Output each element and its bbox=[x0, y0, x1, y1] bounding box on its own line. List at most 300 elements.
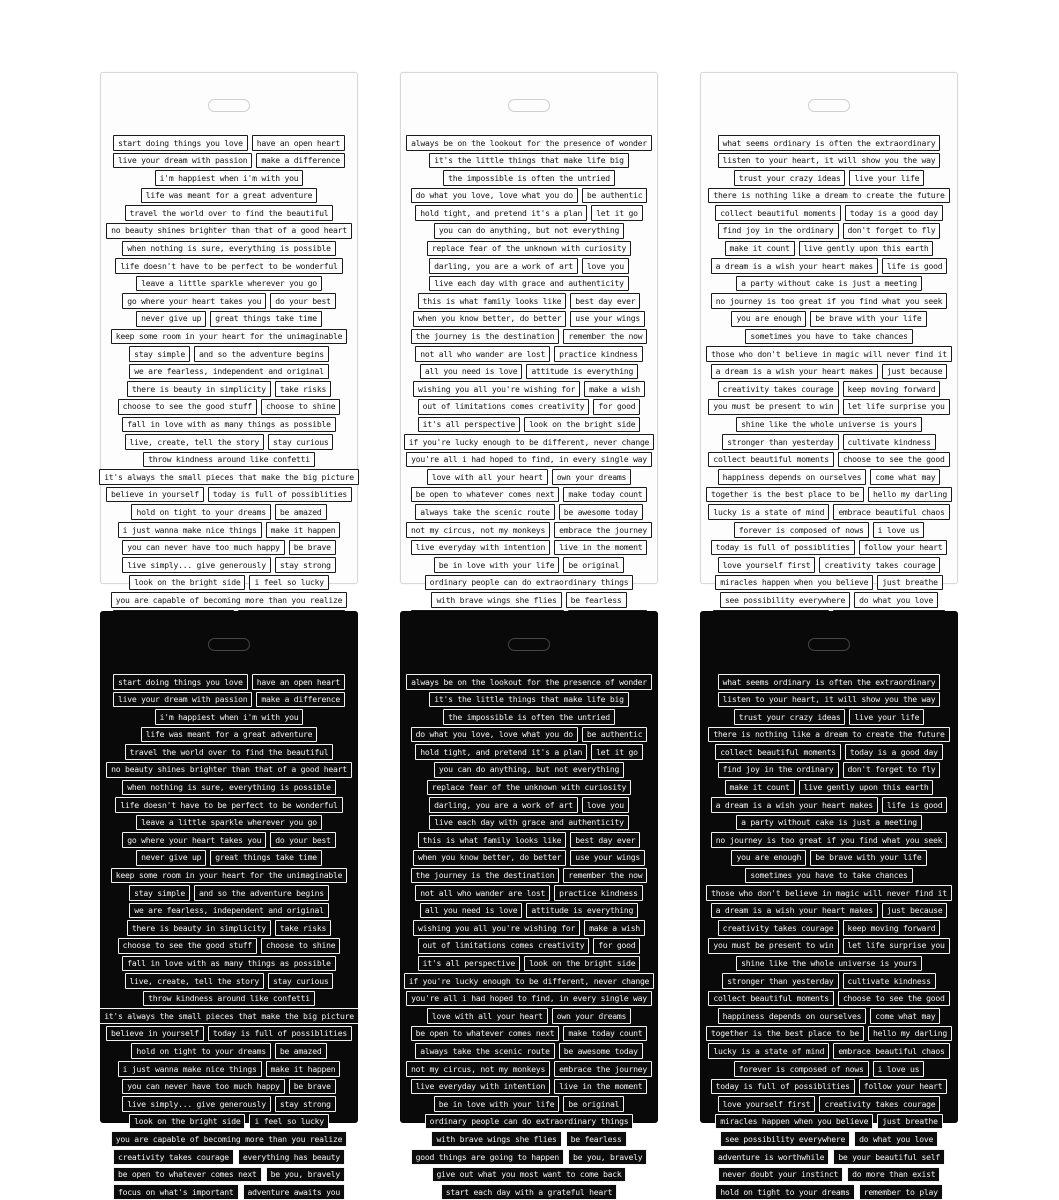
word-sticker[interactable]: a party without cake is just a meeting bbox=[736, 815, 922, 831]
word-sticker[interactable]: attitude is everything bbox=[526, 903, 638, 919]
word-sticker[interactable]: hold tight, and pretend it's a plan bbox=[415, 744, 587, 760]
word-sticker[interactable]: don't forget to fly bbox=[843, 223, 941, 239]
word-sticker[interactable]: life was meant for a great adventure bbox=[141, 188, 317, 204]
word-sticker[interactable]: darling, you are a work of art bbox=[429, 258, 578, 274]
word-sticker[interactable]: not all who wander are lost bbox=[415, 885, 550, 901]
word-sticker[interactable]: and so the adventure begins bbox=[194, 885, 329, 901]
word-sticker[interactable]: follow your heart bbox=[859, 1079, 948, 1095]
word-sticker[interactable]: leave a little sparkle wherever you go bbox=[136, 815, 322, 831]
word-sticker[interactable]: when you know better, do better bbox=[413, 311, 566, 327]
word-sticker[interactable]: a dream is a wish your heart makes bbox=[711, 797, 878, 813]
word-sticker[interactable]: stay curious bbox=[268, 434, 333, 450]
word-sticker[interactable]: be brave bbox=[289, 1079, 336, 1095]
word-sticker[interactable]: be original bbox=[563, 1096, 624, 1112]
word-sticker[interactable]: great things take time bbox=[210, 311, 322, 327]
word-sticker[interactable]: look on the bright side bbox=[524, 417, 640, 433]
word-sticker[interactable]: be awesome today bbox=[559, 1043, 643, 1059]
word-sticker[interactable]: choose to see the good stuff bbox=[118, 399, 257, 415]
word-sticker[interactable]: find joy in the ordinary bbox=[718, 223, 839, 239]
word-sticker[interactable]: let it go bbox=[591, 744, 643, 760]
word-sticker[interactable]: with brave wings she flies bbox=[431, 1131, 561, 1147]
word-sticker[interactable]: choose to see the good bbox=[838, 991, 950, 1007]
word-sticker[interactable]: we are fearless, independent and original bbox=[129, 903, 329, 919]
word-sticker[interactable]: hold tight, and pretend it's a plan bbox=[415, 205, 587, 221]
word-sticker[interactable]: focus on what's important bbox=[113, 1184, 239, 1200]
word-sticker[interactable]: i'm happiest when i'm with you bbox=[155, 170, 304, 186]
word-sticker[interactable]: you must be present to win bbox=[708, 938, 838, 954]
word-sticker[interactable]: use your wings bbox=[570, 311, 645, 327]
word-sticker[interactable]: just because bbox=[882, 903, 947, 919]
word-sticker[interactable]: the journey is the destination bbox=[411, 868, 560, 884]
word-sticker[interactable]: live everyday with intention bbox=[411, 540, 550, 556]
word-sticker[interactable]: travel the world over to find the beautiful bbox=[125, 744, 334, 760]
word-sticker[interactable]: lucky is a state of mind bbox=[708, 504, 829, 520]
word-sticker[interactable]: don't forget to fly bbox=[843, 762, 941, 778]
word-sticker[interactable]: make a difference bbox=[256, 692, 345, 708]
word-sticker[interactable]: be fearless bbox=[566, 1131, 627, 1147]
word-sticker[interactable]: throw kindness around like confetti bbox=[143, 452, 315, 468]
word-sticker[interactable]: embrace beautiful chaos bbox=[833, 1043, 949, 1059]
word-sticker[interactable]: this is what family looks like bbox=[418, 293, 567, 309]
word-sticker[interactable]: remember to play bbox=[859, 1184, 943, 1200]
word-sticker[interactable]: be open to whatever comes next bbox=[113, 1167, 262, 1183]
word-sticker[interactable]: make it happen bbox=[266, 1061, 341, 1077]
word-sticker[interactable]: it's the little things that make life big bbox=[429, 692, 629, 708]
word-sticker[interactable]: you can never have too much happy bbox=[122, 540, 285, 556]
word-sticker[interactable]: together is the best place to be bbox=[706, 487, 864, 503]
word-sticker[interactable]: do more than exist bbox=[847, 1167, 940, 1183]
word-sticker[interactable]: go where your heart takes you bbox=[122, 293, 266, 309]
sticker-row bbox=[701, 1131, 957, 1147]
word-sticker[interactable]: never doubt your instinct bbox=[718, 1167, 844, 1183]
word-sticker[interactable]: stay strong bbox=[275, 557, 336, 573]
word-sticker[interactable]: be fearless bbox=[566, 592, 627, 608]
word-sticker[interactable]: travel the world over to find the beautiful bbox=[125, 205, 334, 221]
word-sticker[interactable]: come what may bbox=[870, 1008, 940, 1024]
word-sticker[interactable]: be authentic bbox=[582, 188, 647, 204]
word-sticker[interactable]: you are enough bbox=[731, 850, 806, 866]
word-sticker[interactable]: all you need is love bbox=[420, 903, 522, 919]
word-sticker[interactable]: i feel so lucky bbox=[249, 1114, 328, 1130]
word-sticker[interactable]: you can never have too much happy bbox=[122, 1079, 285, 1095]
word-sticker[interactable]: collect beautiful moments bbox=[715, 205, 841, 221]
word-sticker[interactable]: start doing things you love bbox=[113, 135, 248, 151]
sticker-row bbox=[101, 1167, 357, 1183]
word-sticker[interactable]: never give up bbox=[136, 311, 206, 327]
word-sticker[interactable]: life was meant for a great adventure bbox=[141, 727, 317, 743]
word-sticker[interactable]: be brave with your life bbox=[810, 850, 926, 866]
word-sticker[interactable]: keep some room in your heart for the unimaginable bbox=[111, 868, 348, 884]
word-sticker[interactable]: throw kindness around like confetti bbox=[143, 991, 315, 1007]
sticker-row bbox=[401, 504, 657, 520]
word-sticker[interactable]: live your life bbox=[849, 709, 924, 725]
word-sticker[interactable]: ordinary people can do extraordinary things bbox=[425, 1114, 634, 1130]
word-sticker[interactable]: not my circus, not my monkeys bbox=[406, 1061, 550, 1077]
word-sticker[interactable]: wishing you all you're wishing for bbox=[413, 381, 580, 397]
word-sticker[interactable]: live each day with grace and authenticity bbox=[429, 276, 629, 292]
word-sticker[interactable]: a dream is a wish your heart makes bbox=[711, 364, 878, 380]
word-sticker[interactable]: hold on tight to your dreams bbox=[131, 1043, 270, 1059]
word-sticker[interactable]: believe in yourself bbox=[106, 487, 204, 503]
word-sticker[interactable]: you're all i had hoped to find, in every single way bbox=[406, 991, 652, 1007]
word-sticker[interactable]: always be on the lookout for the presence of wonder bbox=[406, 135, 652, 151]
word-sticker[interactable]: sometimes you have to take chances bbox=[745, 329, 912, 345]
word-sticker[interactable]: be in love with your life bbox=[434, 557, 560, 573]
word-sticker[interactable]: live simply... give generously bbox=[122, 1096, 271, 1112]
word-sticker[interactable]: choose to shine bbox=[261, 399, 340, 415]
word-sticker[interactable]: remember the now bbox=[563, 868, 647, 884]
word-sticker[interactable]: be your beautiful self bbox=[833, 1149, 945, 1165]
word-sticker[interactable]: creativity takes courage bbox=[819, 557, 940, 573]
word-sticker[interactable]: live, create, tell the story bbox=[125, 434, 264, 450]
word-sticker[interactable]: see possibility everywhere bbox=[720, 1131, 850, 1147]
word-sticker[interactable]: make a wish bbox=[584, 381, 645, 397]
word-sticker[interactable]: look on the bright side bbox=[129, 575, 245, 591]
word-sticker[interactable]: wishing you all you're wishing for bbox=[413, 920, 580, 936]
word-sticker[interactable]: i love us bbox=[873, 522, 925, 538]
word-sticker[interactable]: replace fear of the unknown with curiosity bbox=[427, 780, 631, 796]
word-sticker[interactable]: great things take time bbox=[210, 850, 322, 866]
word-sticker[interactable]: a dream is a wish your heart makes bbox=[711, 903, 878, 919]
word-sticker[interactable]: choose to shine bbox=[261, 938, 340, 954]
word-sticker[interactable]: take risks bbox=[275, 920, 331, 936]
word-sticker[interactable]: let it go bbox=[591, 205, 643, 221]
sticker-row bbox=[101, 727, 357, 743]
word-sticker[interactable]: not all who wander are lost bbox=[415, 346, 550, 362]
word-sticker[interactable]: hold on tight to your dreams bbox=[131, 504, 270, 520]
word-sticker[interactable]: make a wish bbox=[584, 920, 645, 936]
word-sticker[interactable]: what seems ordinary is often the extraordinary bbox=[718, 674, 941, 690]
word-sticker[interactable]: a party without cake is just a meeting bbox=[736, 276, 922, 292]
word-sticker[interactable]: live your life bbox=[849, 170, 924, 186]
word-sticker[interactable]: stay curious bbox=[268, 973, 333, 989]
word-sticker[interactable]: life doesn't have to be perfect to be wonderful bbox=[115, 797, 342, 813]
word-sticker[interactable]: take risks bbox=[275, 381, 331, 397]
word-sticker[interactable]: you are capable of becoming more than you realize bbox=[111, 592, 348, 608]
word-sticker[interactable]: cultivate kindness bbox=[843, 434, 936, 450]
word-sticker[interactable]: go where your heart takes you bbox=[122, 832, 266, 848]
word-sticker[interactable]: have an open heart bbox=[252, 135, 345, 151]
word-sticker[interactable]: choose to see the good bbox=[838, 452, 950, 468]
word-sticker[interactable]: a dream is a wish your heart makes bbox=[711, 258, 878, 274]
word-sticker[interactable]: miracles happen when you believe bbox=[715, 575, 873, 591]
word-sticker[interactable]: just breathe bbox=[877, 1114, 942, 1130]
word-sticker[interactable]: best day ever bbox=[570, 832, 640, 848]
word-sticker[interactable]: embrace beautiful chaos bbox=[833, 504, 949, 520]
word-sticker[interactable]: you can do anything, but not everything bbox=[434, 762, 624, 778]
sticker-row bbox=[101, 956, 357, 972]
word-sticker[interactable]: have an open heart bbox=[252, 674, 345, 690]
word-sticker[interactable]: forever is composed of nows bbox=[734, 1061, 869, 1077]
word-sticker[interactable]: when nothing is sure, everything is possible bbox=[122, 241, 335, 257]
word-sticker[interactable]: for good bbox=[593, 399, 640, 415]
word-sticker[interactable]: do what you love bbox=[854, 592, 938, 608]
word-sticker[interactable]: listen to your heart, it will show you the way bbox=[718, 692, 941, 708]
word-sticker[interactable]: i feel so lucky bbox=[249, 575, 328, 591]
word-sticker[interactable]: live, create, tell the story bbox=[125, 973, 264, 989]
word-sticker[interactable]: just breathe bbox=[877, 575, 942, 591]
word-sticker[interactable]: adventure awaits you bbox=[243, 1184, 345, 1200]
word-sticker[interactable]: fall in love with as many things as possible bbox=[122, 417, 335, 433]
word-sticker[interactable]: shine like the whole universe is yours bbox=[736, 956, 922, 972]
word-sticker[interactable]: together is the best place to be bbox=[706, 1026, 864, 1042]
word-sticker[interactable]: out of limitations comes creativity bbox=[418, 399, 590, 415]
word-sticker[interactable]: make today count bbox=[563, 487, 647, 503]
word-sticker[interactable]: creativity takes courage bbox=[718, 381, 839, 397]
word-sticker[interactable]: practice kindness bbox=[554, 885, 643, 901]
word-sticker[interactable]: the journey is the destination bbox=[411, 329, 560, 345]
word-sticker[interactable]: forever is composed of nows bbox=[734, 522, 869, 538]
word-sticker[interactable]: make it count bbox=[725, 241, 795, 257]
word-sticker[interactable]: replace fear of the unknown with curiosity bbox=[427, 241, 631, 257]
word-sticker[interactable]: if you're lucky enough to be different, never change bbox=[404, 973, 654, 989]
word-sticker[interactable]: live in the moment bbox=[554, 540, 647, 556]
word-sticker[interactable]: keep moving forward bbox=[843, 920, 941, 936]
word-sticker[interactable]: love you bbox=[582, 258, 629, 274]
word-sticker[interactable]: stronger than yesterday bbox=[722, 973, 838, 989]
word-sticker[interactable]: no journey is too great if you find what you seek bbox=[711, 832, 948, 848]
word-sticker[interactable]: you can do anything, but not everything bbox=[434, 223, 624, 239]
word-sticker[interactable]: life is good bbox=[882, 797, 947, 813]
word-sticker[interactable]: miracles happen when you believe bbox=[715, 1114, 873, 1130]
word-sticker[interactable]: adventure is worthwhile bbox=[713, 1149, 829, 1165]
word-sticker[interactable]: today is full of possiblities bbox=[711, 1079, 855, 1095]
word-sticker[interactable]: practice kindness bbox=[554, 346, 643, 362]
word-sticker[interactable]: live in the moment bbox=[554, 1079, 647, 1095]
word-sticker[interactable]: ordinary people can do extraordinary things bbox=[425, 575, 634, 591]
word-sticker[interactable]: do what you love, love what you do bbox=[411, 188, 578, 204]
word-sticker[interactable]: never give up bbox=[136, 850, 206, 866]
word-sticker[interactable]: follow your heart bbox=[859, 540, 948, 556]
sticker-row bbox=[701, 674, 957, 690]
word-sticker[interactable]: look on the bright side bbox=[524, 956, 640, 972]
word-sticker[interactable]: live gently upon this earth bbox=[799, 241, 934, 257]
word-sticker[interactable]: when nothing is sure, everything is possible bbox=[122, 780, 335, 796]
word-sticker[interactable]: i love us bbox=[873, 1061, 925, 1077]
word-sticker[interactable]: do your best bbox=[270, 293, 335, 309]
word-sticker[interactable]: give out what you most want to come back bbox=[432, 1167, 627, 1183]
word-sticker[interactable]: there is nothing like a dream to create the future bbox=[708, 188, 949, 204]
word-sticker[interactable]: look on the bright side bbox=[129, 1114, 245, 1130]
word-sticker[interactable]: be you, bravely bbox=[266, 1167, 345, 1183]
word-sticker[interactable]: collect beautiful moments bbox=[708, 991, 834, 1007]
word-sticker[interactable]: all you need is love bbox=[420, 364, 522, 380]
sticker-row bbox=[401, 399, 657, 415]
word-sticker[interactable]: i just wanna make nice things bbox=[118, 522, 262, 538]
word-sticker[interactable]: always be on the lookout for the presence of wonder bbox=[406, 674, 652, 690]
word-sticker[interactable]: trust your crazy ideas bbox=[734, 170, 846, 186]
word-sticker[interactable]: be authentic bbox=[582, 727, 647, 743]
word-sticker[interactable]: let life surprise you bbox=[843, 938, 950, 954]
word-sticker[interactable]: creativity takes courage bbox=[113, 1149, 234, 1165]
word-sticker[interactable]: you're all i had hoped to find, in every single way bbox=[406, 452, 652, 468]
word-sticker[interactable]: those who don't believe in magic will never find it bbox=[706, 885, 952, 901]
word-sticker[interactable]: hello my darling bbox=[868, 1026, 952, 1042]
word-sticker[interactable]: it's all perspective bbox=[418, 956, 520, 972]
word-sticker[interactable]: do your best bbox=[270, 832, 335, 848]
word-sticker[interactable]: stay simple bbox=[129, 346, 190, 362]
word-sticker[interactable]: collect beautiful moments bbox=[708, 452, 834, 468]
word-sticker[interactable]: with brave wings she flies bbox=[431, 592, 561, 608]
word-sticker[interactable]: it's always the small pieces that make the big picture bbox=[99, 469, 359, 485]
word-sticker[interactable]: creativity takes courage bbox=[718, 920, 839, 936]
word-sticker[interactable]: just because bbox=[882, 364, 947, 380]
word-sticker[interactable]: today is full of possiblities bbox=[711, 540, 855, 556]
word-sticker[interactable]: love with all your heart bbox=[427, 469, 548, 485]
word-sticker[interactable]: start doing things you love bbox=[113, 674, 248, 690]
word-sticker[interactable]: today is a good day bbox=[845, 744, 943, 760]
word-sticker[interactable]: be in love with your life bbox=[434, 1096, 560, 1112]
word-sticker[interactable]: remember the now bbox=[563, 329, 647, 345]
word-sticker[interactable]: you are enough bbox=[731, 311, 806, 327]
word-sticker[interactable]: when you know better, do better bbox=[413, 850, 566, 866]
word-sticker[interactable]: be original bbox=[563, 557, 624, 573]
word-sticker[interactable]: use your wings bbox=[570, 850, 645, 866]
word-sticker[interactable]: everything has beauty bbox=[238, 1149, 345, 1165]
word-sticker[interactable]: life is good bbox=[882, 258, 947, 274]
word-sticker[interactable]: for good bbox=[593, 938, 640, 954]
word-sticker[interactable]: life doesn't have to be perfect to be wonderful bbox=[115, 258, 342, 274]
word-sticker[interactable]: cultivate kindness bbox=[843, 973, 936, 989]
word-sticker[interactable]: come what may bbox=[870, 469, 940, 485]
word-sticker[interactable]: not my circus, not my monkeys bbox=[406, 522, 550, 538]
word-sticker[interactable]: own your dreams bbox=[552, 469, 631, 485]
word-sticker[interactable]: it's always the small pieces that make the big picture bbox=[99, 1008, 359, 1024]
word-sticker[interactable]: embrace the journey bbox=[554, 522, 652, 538]
word-sticker[interactable]: today is full of possiblities bbox=[208, 1026, 352, 1042]
word-sticker[interactable]: love you bbox=[582, 797, 629, 813]
word-sticker[interactable]: hello my darling bbox=[868, 487, 952, 503]
word-sticker[interactable]: live simply... give generously bbox=[122, 557, 271, 573]
word-sticker[interactable]: trust your crazy ideas bbox=[734, 709, 846, 725]
word-sticker[interactable]: be open to whatever comes next bbox=[411, 1026, 560, 1042]
word-sticker[interactable]: no journey is too great if you find what you seek bbox=[711, 293, 948, 309]
word-sticker[interactable]: live your dream with passion bbox=[113, 153, 252, 169]
word-sticker[interactable]: darling, you are a work of art bbox=[429, 797, 578, 813]
word-sticker[interactable]: and so the adventure begins bbox=[194, 346, 329, 362]
word-sticker[interactable]: there is beauty in simplicity bbox=[127, 381, 271, 397]
word-sticker[interactable]: be brave with your life bbox=[810, 311, 926, 327]
word-sticker[interactable]: creativity takes courage bbox=[819, 1096, 940, 1112]
word-sticker[interactable]: there is nothing like a dream to create the future bbox=[708, 727, 949, 743]
word-sticker[interactable]: do what you love, love what you do bbox=[411, 727, 578, 743]
word-sticker[interactable]: find joy in the ordinary bbox=[718, 762, 839, 778]
sticker-row bbox=[401, 727, 657, 743]
sticker-row bbox=[101, 762, 357, 778]
word-sticker[interactable]: no beauty shines brighter than that of a good heart bbox=[106, 223, 352, 239]
word-sticker[interactable]: it's the little things that make life big bbox=[429, 153, 629, 169]
word-sticker[interactable]: make today count bbox=[563, 1026, 647, 1042]
word-sticker[interactable]: choose to see the good stuff bbox=[118, 938, 257, 954]
sticker-row bbox=[401, 903, 657, 919]
word-sticker[interactable]: lucky is a state of mind bbox=[708, 1043, 829, 1059]
word-sticker[interactable]: let life surprise you bbox=[843, 399, 950, 415]
word-sticker[interactable]: live your dream with passion bbox=[113, 692, 252, 708]
sticker-row bbox=[101, 399, 357, 415]
word-sticker[interactable]: happiness depends on ourselves bbox=[718, 1008, 867, 1024]
word-sticker[interactable]: it's all perspective bbox=[418, 417, 520, 433]
word-sticker[interactable]: live gently upon this earth bbox=[799, 780, 934, 796]
word-sticker[interactable]: leave a little sparkle wherever you go bbox=[136, 276, 322, 292]
word-sticker[interactable]: what seems ordinary is often the extraordinary bbox=[718, 135, 941, 151]
word-sticker[interactable]: stay strong bbox=[275, 1096, 336, 1112]
sticker-row bbox=[401, 991, 657, 1007]
sticker-row bbox=[701, 205, 957, 221]
word-sticker[interactable]: be open to whatever comes next bbox=[411, 487, 560, 503]
word-sticker[interactable]: sometimes you have to take chances bbox=[745, 868, 912, 884]
word-sticker[interactable]: keep moving forward bbox=[843, 381, 941, 397]
word-sticker[interactable]: listen to your heart, it will show you the way bbox=[718, 153, 941, 169]
word-sticker[interactable]: love yourself first bbox=[718, 1096, 816, 1112]
sticker-row bbox=[101, 381, 357, 397]
word-sticker[interactable]: i just wanna make nice things bbox=[118, 1061, 262, 1077]
word-sticker[interactable]: if you're lucky enough to be different, never change bbox=[404, 434, 654, 450]
word-sticker[interactable]: no beauty shines brighter than that of a good heart bbox=[106, 762, 352, 778]
word-sticker[interactable]: attitude is everything bbox=[526, 364, 638, 380]
sticker-row bbox=[401, 674, 657, 690]
word-sticker[interactable]: always take the scenic route bbox=[415, 1043, 554, 1059]
word-sticker[interactable]: today is full of possiblities bbox=[208, 487, 352, 503]
word-sticker[interactable]: collect beautiful moments bbox=[715, 744, 841, 760]
word-sticker[interactable]: live everyday with intention bbox=[411, 1079, 550, 1095]
word-sticker[interactable]: you must be present to win bbox=[708, 399, 838, 415]
word-sticker[interactable]: make a difference bbox=[256, 153, 345, 169]
word-sticker[interactable]: you are capable of becoming more than you realize bbox=[111, 1131, 348, 1147]
word-sticker[interactable]: best day ever bbox=[570, 293, 640, 309]
sticker-row bbox=[401, 522, 657, 538]
word-sticker[interactable]: i'm happiest when i'm with you bbox=[155, 709, 304, 725]
word-sticker[interactable]: this is what family looks like bbox=[418, 832, 567, 848]
word-sticker[interactable]: stronger than yesterday bbox=[722, 434, 838, 450]
word-sticker[interactable]: happiness depends on ourselves bbox=[718, 469, 867, 485]
word-sticker[interactable]: we are fearless, independent and original bbox=[129, 364, 329, 380]
hang-slot-icon bbox=[808, 638, 850, 651]
word-sticker[interactable]: today is a good day bbox=[845, 205, 943, 221]
word-sticker[interactable]: see possibility everywhere bbox=[720, 592, 850, 608]
word-sticker[interactable]: do what you love bbox=[854, 1131, 938, 1147]
word-sticker[interactable]: make it happen bbox=[266, 522, 341, 538]
word-sticker[interactable]: be awesome today bbox=[559, 504, 643, 520]
word-sticker[interactable]: good things are going to happen bbox=[411, 1149, 564, 1165]
word-sticker[interactable]: be amazed bbox=[275, 504, 327, 520]
word-sticker[interactable]: believe in yourself bbox=[106, 1026, 204, 1042]
word-sticker[interactable]: love with all your heart bbox=[427, 1008, 548, 1024]
word-sticker[interactable]: be you, bravely bbox=[568, 1149, 647, 1165]
sticker-row bbox=[101, 850, 357, 866]
word-sticker[interactable]: embrace the journey bbox=[554, 1061, 652, 1077]
sticker-row bbox=[701, 850, 957, 866]
word-sticker[interactable]: out of limitations comes creativity bbox=[418, 938, 590, 954]
word-sticker[interactable]: there is beauty in simplicity bbox=[127, 920, 271, 936]
word-sticker[interactable]: keep some room in your heart for the unimaginable bbox=[111, 329, 348, 345]
word-sticker[interactable]: those who don't believe in magic will never find it bbox=[706, 346, 952, 362]
hang-slot-icon bbox=[208, 638, 250, 651]
word-sticker[interactable]: love yourself first bbox=[718, 557, 816, 573]
word-sticker[interactable]: shine like the whole universe is yours bbox=[736, 417, 922, 433]
word-sticker[interactable]: own your dreams bbox=[552, 1008, 631, 1024]
word-sticker[interactable]: be amazed bbox=[275, 1043, 327, 1059]
word-sticker[interactable]: fall in love with as many things as possible bbox=[122, 956, 335, 972]
word-sticker[interactable]: make it count bbox=[725, 780, 795, 796]
word-sticker[interactable]: start each day with a grateful heart bbox=[441, 1184, 617, 1200]
word-sticker[interactable]: be brave bbox=[289, 540, 336, 556]
word-sticker[interactable]: always take the scenic route bbox=[415, 504, 554, 520]
word-sticker[interactable]: live each day with grace and authenticity bbox=[429, 815, 629, 831]
word-sticker[interactable]: the impossible is often the untried bbox=[443, 709, 615, 725]
word-sticker[interactable]: the impossible is often the untried bbox=[443, 170, 615, 186]
word-sticker[interactable]: stay simple bbox=[129, 885, 190, 901]
word-sticker[interactable]: hold on tight to your dreams bbox=[715, 1184, 854, 1200]
